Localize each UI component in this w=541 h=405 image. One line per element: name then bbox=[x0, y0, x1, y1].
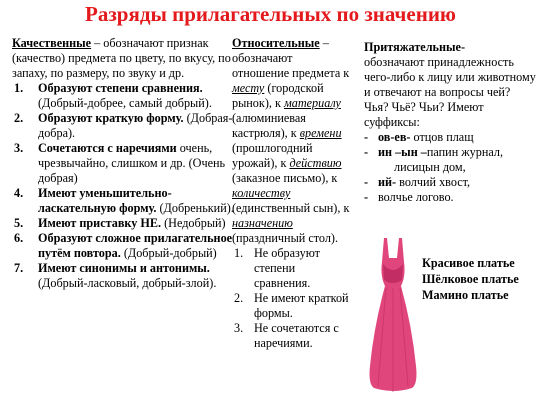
list-item: 6. Образуют сложное прилагательное путём повтора. (Добрый-добрый) bbox=[14, 231, 233, 260]
qualitative-intro: Качественные – обозначают признак (качество) предмета по цвету, по вкусу, по запаху, по размеру, по звуку и др. bbox=[12, 36, 231, 80]
list-item: 3. Сочетаются с наречиями очень, чрезвычайно, слишком и др. (Очень добрая) bbox=[14, 141, 226, 185]
list-item: 3. Не сочетаются с наречиями. bbox=[234, 321, 339, 350]
relative-list bbox=[232, 246, 352, 351]
possessive-heading: Притяжательные- bbox=[364, 40, 465, 54]
qualitative-column bbox=[12, 36, 234, 291]
suffix-item: - ий- волчий хвост, bbox=[364, 175, 471, 189]
possessive-intro: обозначают принадлежность чего-либо к лицу или животному и отвечают на вопросы чей? Чья? Чьё? Чьи? Имеют суффиксы: bbox=[364, 55, 536, 129]
possessive-column bbox=[364, 40, 536, 205]
list-item: 7. Имеют синонимы и антонимы. (Добрый-ласковый, добрый-злой). bbox=[14, 261, 217, 290]
list-item: 1. Не образуют степени сравнения. bbox=[234, 246, 320, 290]
page-title: Разряды прилагательных по значению bbox=[85, 2, 456, 26]
dress-image bbox=[368, 236, 418, 396]
list-item: 4. Имеют уменьшительно-ласкательную форму. (Добренький). bbox=[14, 186, 234, 215]
list-item: 2. Не имеют краткой формы. bbox=[234, 291, 349, 320]
qualitative-heading: Качественные bbox=[12, 36, 92, 50]
suffix-item: - ин –ын –папин журнал, bbox=[364, 145, 504, 159]
list-item: 5. Имеют приставку НЕ. (Недобрый) bbox=[14, 216, 226, 230]
suffix-item: - ов-ев- отцов плащ bbox=[364, 130, 474, 144]
phrase-2: Шёлковое платье bbox=[422, 272, 519, 286]
suffix-item: лисицын дом, bbox=[394, 160, 466, 174]
suffix-item: - волчье логово. bbox=[364, 190, 454, 204]
list-item: 2. Образуют краткую форму. (Добрая-добра). bbox=[14, 111, 233, 140]
relative-intro: Относительные – обозначают отношение предмета к месту (городской рынок), к материалу (алюминиевая кастрюля), к времени (прошлогодний урожай), к действию (заказное письмо), к количеству (единственный сын), к назначению (праздничный стол). bbox=[232, 36, 350, 245]
relative-column bbox=[232, 36, 352, 351]
phrase-3: Мамино платье bbox=[422, 288, 509, 302]
relative-heading: Относительные bbox=[232, 36, 320, 50]
qualitative-list bbox=[12, 81, 234, 291]
list-item: 1. Образуют степени сравнения. (Добрый-добрее, самый добрый). bbox=[14, 81, 212, 110]
phrase-1: Красивое платье bbox=[422, 256, 515, 270]
